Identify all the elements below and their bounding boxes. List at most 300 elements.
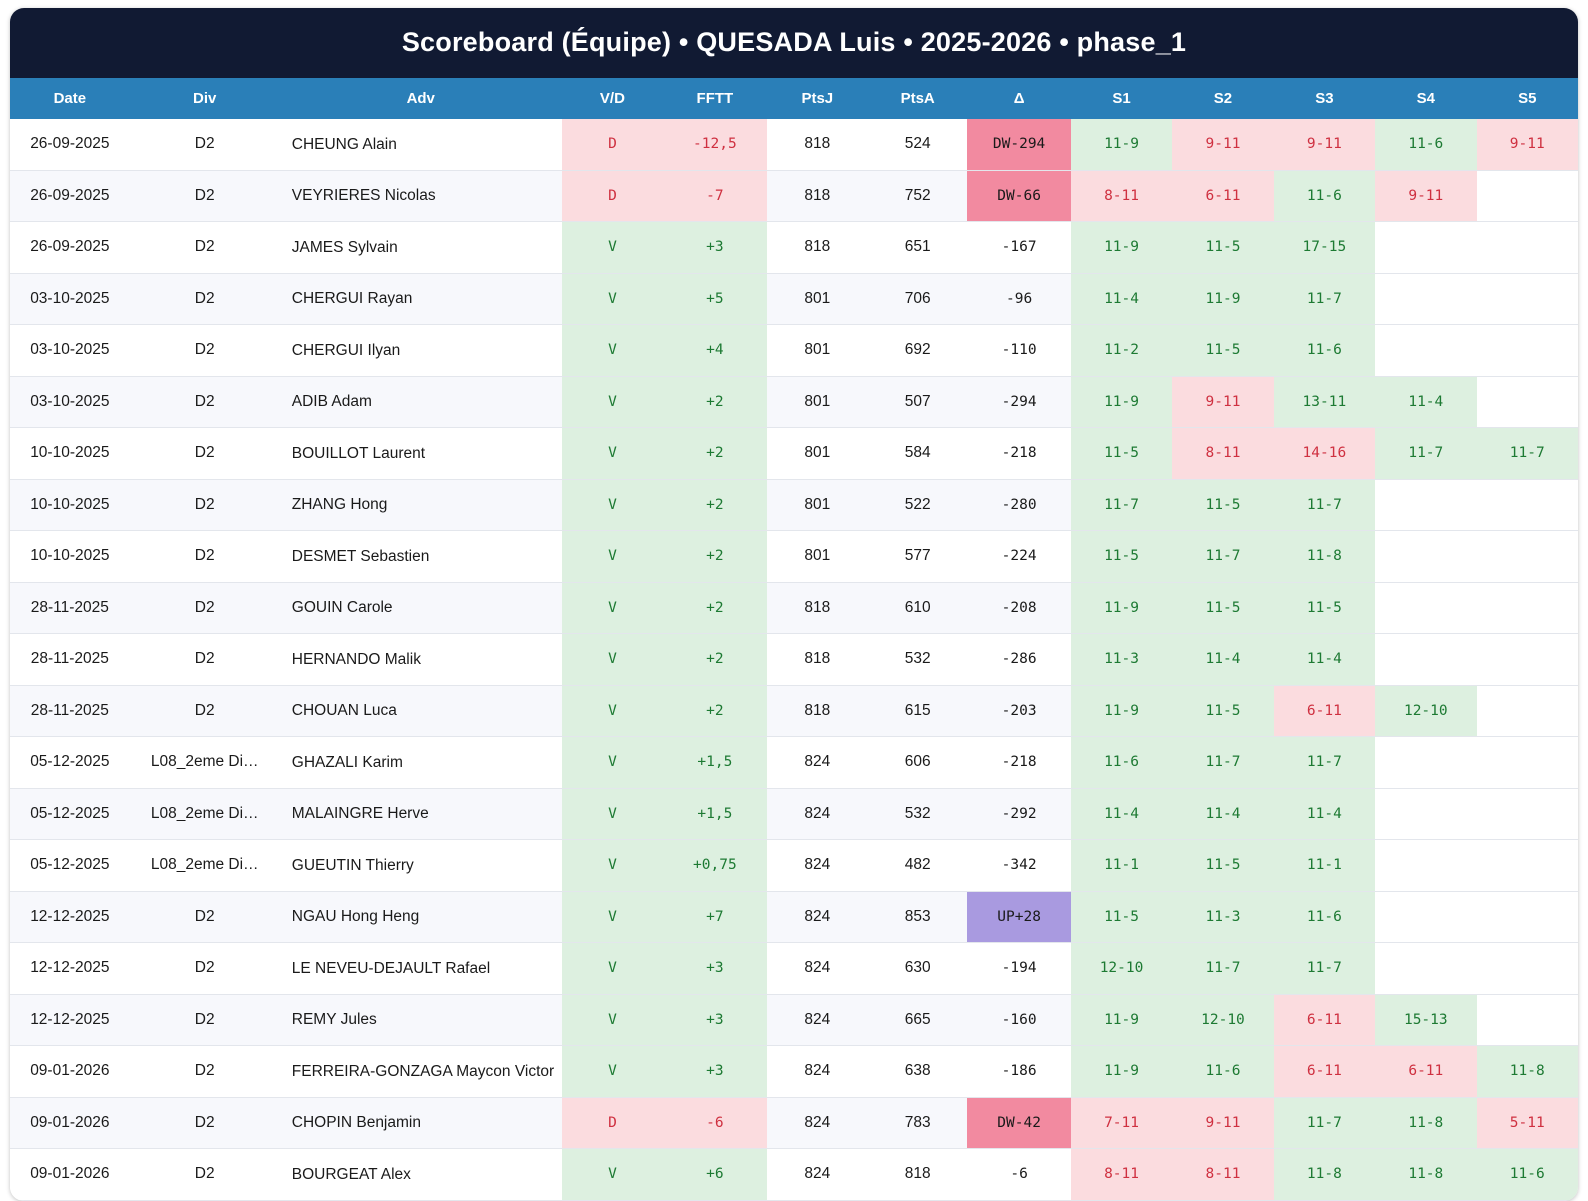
cell-set-3: 6-11 <box>1274 685 1375 737</box>
cell-div: D2 <box>130 1046 280 1098</box>
cell-set-2: 9-11 <box>1172 1097 1273 1149</box>
cell-div: L08_2eme Di… <box>130 737 280 789</box>
cell-date: 09-01-2026 <box>10 1046 130 1098</box>
table-row[interactable] <box>10 376 1578 428</box>
cell-ptsa: 638 <box>868 1046 967 1098</box>
cell-fftt: +2 <box>663 685 766 737</box>
cell-div: D2 <box>130 222 280 274</box>
cell-set-2: 11-4 <box>1172 788 1273 840</box>
cell-result: V <box>562 891 663 943</box>
cell-delta: -6 <box>967 1149 1070 1201</box>
cell-set-2: 9-11 <box>1172 119 1273 170</box>
cell-set-2: 6-11 <box>1172 170 1273 222</box>
cell-ptsa: 818 <box>868 1149 967 1201</box>
table-row[interactable] <box>10 788 1578 840</box>
cell-date: 05-12-2025 <box>10 737 130 789</box>
cell-date: 28-11-2025 <box>10 634 130 686</box>
cell-set-1: 11-6 <box>1071 737 1172 789</box>
cell-set-4 <box>1375 634 1476 686</box>
cell-fftt: +0,75 <box>663 840 766 892</box>
cell-adversary: MALAINGRE Herve <box>280 788 562 840</box>
cell-div: D2 <box>130 1149 280 1201</box>
cell-delta: -294 <box>967 376 1070 428</box>
cell-set-1: 8-11 <box>1071 1149 1172 1201</box>
cell-set-5 <box>1477 479 1578 531</box>
cell-set-3: 11-6 <box>1274 170 1375 222</box>
cell-result: D <box>562 119 663 170</box>
cell-fftt: -6 <box>663 1097 766 1149</box>
table-row[interactable] <box>10 531 1578 583</box>
cell-set-5: 11-6 <box>1477 1149 1578 1201</box>
cell-set-3: 11-1 <box>1274 840 1375 892</box>
cell-set-1: 11-7 <box>1071 479 1172 531</box>
cell-adversary: LE NEVEU-DEJAULT Rafael <box>280 943 562 995</box>
cell-result: V <box>562 582 663 634</box>
cell-set-1: 11-5 <box>1071 531 1172 583</box>
cell-set-3: 6-11 <box>1274 994 1375 1046</box>
cell-set-5: 9-11 <box>1477 119 1578 170</box>
cell-set-1: 11-9 <box>1071 376 1172 428</box>
cell-date: 09-01-2026 <box>10 1149 130 1201</box>
cell-set-2: 11-5 <box>1172 222 1273 274</box>
table-row[interactable] <box>10 582 1578 634</box>
cell-ptsa: 577 <box>868 531 967 583</box>
table-row[interactable] <box>10 840 1578 892</box>
cell-delta: -186 <box>967 1046 1070 1098</box>
cell-ptsj: 824 <box>767 891 868 943</box>
cell-date: 09-01-2026 <box>10 1097 130 1149</box>
cell-set-1: 11-9 <box>1071 222 1172 274</box>
cell-div: L08_2eme Di… <box>130 788 280 840</box>
scoreboard-table <box>10 78 1578 1201</box>
cell-div: D2 <box>130 1097 280 1149</box>
cell-fftt: +3 <box>663 943 766 995</box>
cell-delta: -280 <box>967 479 1070 531</box>
cell-delta: -96 <box>967 273 1070 325</box>
column-header-delta[interactable]: Δ <box>967 78 1070 119</box>
cell-ptsj: 818 <box>767 119 868 170</box>
table-row[interactable] <box>10 1149 1578 1201</box>
cell-ptsj: 824 <box>767 943 868 995</box>
cell-set-3: 11-4 <box>1274 788 1375 840</box>
cell-ptsj: 801 <box>767 376 868 428</box>
table-row[interactable] <box>10 685 1578 737</box>
cell-ptsj: 824 <box>767 788 868 840</box>
cell-ptsj: 818 <box>767 222 868 274</box>
cell-div: D2 <box>130 428 280 480</box>
cell-delta: -218 <box>967 428 1070 480</box>
cell-set-5 <box>1477 788 1578 840</box>
cell-date: 12-12-2025 <box>10 943 130 995</box>
cell-set-2: 12-10 <box>1172 994 1273 1046</box>
cell-set-3: 11-6 <box>1274 891 1375 943</box>
cell-set-4: 11-6 <box>1375 119 1476 170</box>
table-row[interactable] <box>10 119 1578 170</box>
cell-ptsj: 801 <box>767 479 868 531</box>
cell-date: 26-09-2025 <box>10 222 130 274</box>
cell-fftt: +3 <box>663 1046 766 1098</box>
cell-set-1: 11-4 <box>1071 273 1172 325</box>
cell-set-5 <box>1477 994 1578 1046</box>
cell-ptsa: 706 <box>868 273 967 325</box>
cell-set-1: 11-4 <box>1071 788 1172 840</box>
cell-adversary: DESMET Sebastien <box>280 531 562 583</box>
cell-div: D2 <box>130 325 280 377</box>
cell-div: D2 <box>130 685 280 737</box>
cell-ptsj: 824 <box>767 1046 868 1098</box>
cell-result: V <box>562 685 663 737</box>
cell-div: D2 <box>130 891 280 943</box>
cell-set-4 <box>1375 582 1476 634</box>
cell-set-2: 11-5 <box>1172 582 1273 634</box>
cell-set-3: 11-4 <box>1274 634 1375 686</box>
cell-set-2: 11-5 <box>1172 479 1273 531</box>
cell-set-4 <box>1375 891 1476 943</box>
cell-delta: DW-42 <box>967 1097 1070 1149</box>
cell-set-5 <box>1477 325 1578 377</box>
cell-set-5: 11-7 <box>1477 428 1578 480</box>
cell-ptsa: 606 <box>868 737 967 789</box>
column-header-ptsa[interactable]: PtsA <box>868 78 967 119</box>
table-header <box>10 78 1578 119</box>
cell-adversary: BOUILLOT Laurent <box>280 428 562 480</box>
cell-date: 28-11-2025 <box>10 685 130 737</box>
cell-set-1: 11-3 <box>1071 634 1172 686</box>
cell-result: V <box>562 788 663 840</box>
cell-fftt: +3 <box>663 222 766 274</box>
cell-set-5 <box>1477 531 1578 583</box>
cell-div: D2 <box>130 531 280 583</box>
cell-delta: -194 <box>967 943 1070 995</box>
cell-delta: -224 <box>967 531 1070 583</box>
cell-ptsj: 818 <box>767 634 868 686</box>
cell-result: V <box>562 994 663 1046</box>
cell-result: D <box>562 170 663 222</box>
cell-adversary: NGAU Hong Heng <box>280 891 562 943</box>
cell-fftt: +2 <box>663 634 766 686</box>
cell-set-3: 11-7 <box>1274 1097 1375 1149</box>
column-header-adv[interactable]: Adv <box>280 78 562 119</box>
cell-date: 03-10-2025 <box>10 376 130 428</box>
cell-set-3: 11-8 <box>1274 1149 1375 1201</box>
cell-set-2: 11-9 <box>1172 273 1273 325</box>
cell-set-2: 11-7 <box>1172 943 1273 995</box>
cell-set-4: 11-7 <box>1375 428 1476 480</box>
cell-fftt: -7 <box>663 170 766 222</box>
cell-div: D2 <box>130 273 280 325</box>
table-row[interactable] <box>10 943 1578 995</box>
column-header-s5[interactable]: S5 <box>1477 78 1578 119</box>
cell-ptsa: 522 <box>868 479 967 531</box>
cell-result: V <box>562 943 663 995</box>
cell-result: V <box>562 479 663 531</box>
cell-ptsj: 801 <box>767 428 868 480</box>
column-header-div[interactable]: Div <box>130 78 280 119</box>
cell-ptsa: 752 <box>868 170 967 222</box>
cell-set-1: 11-5 <box>1071 428 1172 480</box>
cell-fftt: +2 <box>663 582 766 634</box>
cell-ptsa: 507 <box>868 376 967 428</box>
cell-ptsa: 651 <box>868 222 967 274</box>
cell-adversary: FERREIRA-GONZAGA Maycon Victor <box>280 1046 562 1098</box>
table-row[interactable] <box>10 634 1578 686</box>
cell-set-3: 11-8 <box>1274 531 1375 583</box>
cell-set-5 <box>1477 634 1578 686</box>
table-row[interactable] <box>10 273 1578 325</box>
cell-set-4 <box>1375 943 1476 995</box>
cell-ptsj: 818 <box>767 170 868 222</box>
cell-set-5: 5-11 <box>1477 1097 1578 1149</box>
cell-set-5 <box>1477 737 1578 789</box>
cell-set-1: 11-5 <box>1071 891 1172 943</box>
table-row[interactable] <box>10 891 1578 943</box>
cell-adversary: CHERGUI Ilyan <box>280 325 562 377</box>
cell-ptsa: 853 <box>868 891 967 943</box>
cell-ptsj: 801 <box>767 325 868 377</box>
cell-set-4: 6-11 <box>1375 1046 1476 1098</box>
cell-adversary: CHERGUI Rayan <box>280 273 562 325</box>
cell-adversary: VEYRIERES Nicolas <box>280 170 562 222</box>
cell-result: V <box>562 376 663 428</box>
cell-ptsa: 665 <box>868 994 967 1046</box>
cell-ptsa: 482 <box>868 840 967 892</box>
cell-date: 03-10-2025 <box>10 325 130 377</box>
cell-set-3: 9-11 <box>1274 119 1375 170</box>
cell-delta: -208 <box>967 582 1070 634</box>
scoreboard-card <box>10 8 1578 1201</box>
cell-delta: -167 <box>967 222 1070 274</box>
cell-div: D2 <box>130 994 280 1046</box>
cell-set-1: 11-1 <box>1071 840 1172 892</box>
cell-adversary: ADIB Adam <box>280 376 562 428</box>
cell-ptsj: 818 <box>767 685 868 737</box>
column-header-vd[interactable]: V/D <box>562 78 663 119</box>
cell-set-4 <box>1375 737 1476 789</box>
cell-adversary: GHAZALI Karim <box>280 737 562 789</box>
cell-set-1: 11-9 <box>1071 1046 1172 1098</box>
cell-set-5 <box>1477 840 1578 892</box>
column-header-fftt[interactable]: FFTT <box>663 78 766 119</box>
cell-set-2: 11-3 <box>1172 891 1273 943</box>
cell-adversary: CHOPIN Benjamin <box>280 1097 562 1149</box>
cell-ptsj: 824 <box>767 1149 868 1201</box>
cell-result: V <box>562 840 663 892</box>
cell-fftt: +5 <box>663 273 766 325</box>
cell-set-4: 11-8 <box>1375 1097 1476 1149</box>
table-row[interactable] <box>10 1097 1578 1149</box>
cell-set-2: 11-5 <box>1172 325 1273 377</box>
cell-date: 05-12-2025 <box>10 788 130 840</box>
cell-ptsj: 824 <box>767 737 868 789</box>
cell-adversary: CHOUAN Luca <box>280 685 562 737</box>
cell-fftt: +4 <box>663 325 766 377</box>
cell-fftt: +2 <box>663 479 766 531</box>
cell-set-4: 12-10 <box>1375 685 1476 737</box>
table-row[interactable] <box>10 1046 1578 1098</box>
table-row[interactable] <box>10 170 1578 222</box>
cell-set-3: 11-7 <box>1274 273 1375 325</box>
column-header-s4[interactable]: S4 <box>1375 78 1476 119</box>
cell-adversary: GUEUTIN Thierry <box>280 840 562 892</box>
cell-set-4: 9-11 <box>1375 170 1476 222</box>
cell-fftt: +2 <box>663 531 766 583</box>
header-row <box>10 78 1578 119</box>
cell-ptsj: 824 <box>767 1097 868 1149</box>
cell-adversary: REMY Jules <box>280 994 562 1046</box>
cell-date: 12-12-2025 <box>10 994 130 1046</box>
cell-ptsa: 584 <box>868 428 967 480</box>
table-row[interactable] <box>10 325 1578 377</box>
cell-set-1: 11-2 <box>1071 325 1172 377</box>
cell-set-4 <box>1375 840 1476 892</box>
cell-set-2: 11-5 <box>1172 840 1273 892</box>
column-header-s1[interactable]: S1 <box>1071 78 1172 119</box>
cell-result: V <box>562 325 663 377</box>
cell-ptsj: 818 <box>767 582 868 634</box>
table-row[interactable] <box>10 428 1578 480</box>
cell-ptsa: 532 <box>868 788 967 840</box>
cell-date: 10-10-2025 <box>10 428 130 480</box>
cell-set-5 <box>1477 376 1578 428</box>
cell-ptsj: 824 <box>767 994 868 1046</box>
cell-fftt: +1,5 <box>663 788 766 840</box>
cell-set-4: 11-4 <box>1375 376 1476 428</box>
cell-set-3: 11-7 <box>1274 479 1375 531</box>
cell-set-2: 8-11 <box>1172 428 1273 480</box>
cell-adversary: HERNANDO Malik <box>280 634 562 686</box>
cell-result: V <box>562 737 663 789</box>
cell-fftt: +2 <box>663 428 766 480</box>
cell-result: V <box>562 531 663 583</box>
cell-set-1: 11-9 <box>1071 685 1172 737</box>
cell-set-3: 11-7 <box>1274 737 1375 789</box>
cell-delta: UP+28 <box>967 891 1070 943</box>
cell-fftt: +2 <box>663 376 766 428</box>
cell-set-4: 15-13 <box>1375 994 1476 1046</box>
cell-adversary: CHEUNG Alain <box>280 119 562 170</box>
cell-ptsa: 692 <box>868 325 967 377</box>
cell-set-5: 11-8 <box>1477 1046 1578 1098</box>
cell-set-1: 11-9 <box>1071 582 1172 634</box>
cell-set-1: 11-9 <box>1071 119 1172 170</box>
table-row[interactable] <box>10 222 1578 274</box>
cell-set-5 <box>1477 891 1578 943</box>
cell-set-5 <box>1477 685 1578 737</box>
cell-delta: -286 <box>967 634 1070 686</box>
cell-set-4 <box>1375 325 1476 377</box>
cell-div: D2 <box>130 943 280 995</box>
table-body <box>10 119 1578 1200</box>
cell-result: V <box>562 222 663 274</box>
column-header-s2[interactable]: S2 <box>1172 78 1273 119</box>
cell-set-5 <box>1477 582 1578 634</box>
cell-delta: -292 <box>967 788 1070 840</box>
cell-date: 26-09-2025 <box>10 119 130 170</box>
page-title: Scoreboard (Équipe) • QUESADA Luis • 2025-2026 • phase_1 <box>10 8 1578 78</box>
cell-delta: DW-66 <box>967 170 1070 222</box>
cell-fftt: +6 <box>663 1149 766 1201</box>
cell-adversary: ZHANG Hong <box>280 479 562 531</box>
cell-set-2: 11-7 <box>1172 737 1273 789</box>
cell-set-3: 13-11 <box>1274 376 1375 428</box>
cell-set-4: 11-8 <box>1375 1149 1476 1201</box>
cell-ptsj: 801 <box>767 273 868 325</box>
cell-fftt: +7 <box>663 891 766 943</box>
cell-set-4 <box>1375 222 1476 274</box>
cell-delta: -203 <box>967 685 1070 737</box>
cell-ptsj: 824 <box>767 840 868 892</box>
cell-div: D2 <box>130 119 280 170</box>
cell-set-3: 11-7 <box>1274 943 1375 995</box>
cell-date: 26-09-2025 <box>10 170 130 222</box>
table-row[interactable] <box>10 737 1578 789</box>
cell-div: D2 <box>130 582 280 634</box>
cell-fftt: +3 <box>663 994 766 1046</box>
cell-set-5 <box>1477 222 1578 274</box>
table-row[interactable] <box>10 994 1578 1046</box>
cell-delta: -218 <box>967 737 1070 789</box>
cell-delta: -160 <box>967 994 1070 1046</box>
cell-result: V <box>562 634 663 686</box>
cell-set-4 <box>1375 788 1476 840</box>
column-header-s3[interactable]: S3 <box>1274 78 1375 119</box>
cell-div: D2 <box>130 634 280 686</box>
cell-set-2: 11-5 <box>1172 685 1273 737</box>
table-row[interactable] <box>10 479 1578 531</box>
cell-set-2: 11-4 <box>1172 634 1273 686</box>
cell-result: V <box>562 1149 663 1201</box>
cell-set-3: 11-6 <box>1274 325 1375 377</box>
cell-fftt: +1,5 <box>663 737 766 789</box>
cell-div: D2 <box>130 170 280 222</box>
cell-date: 28-11-2025 <box>10 582 130 634</box>
cell-ptsa: 630 <box>868 943 967 995</box>
cell-set-3: 17-15 <box>1274 222 1375 274</box>
column-header-ptsj[interactable]: PtsJ <box>767 78 868 119</box>
cell-set-4 <box>1375 479 1476 531</box>
cell-ptsj: 801 <box>767 531 868 583</box>
cell-set-5 <box>1477 943 1578 995</box>
cell-date: 10-10-2025 <box>10 479 130 531</box>
cell-date: 05-12-2025 <box>10 840 130 892</box>
cell-set-1: 12-10 <box>1071 943 1172 995</box>
cell-set-4 <box>1375 531 1476 583</box>
cell-set-2: 9-11 <box>1172 376 1273 428</box>
cell-set-1: 7-11 <box>1071 1097 1172 1149</box>
cell-ptsa: 615 <box>868 685 967 737</box>
column-header-date[interactable]: Date <box>10 78 130 119</box>
cell-set-1: 11-9 <box>1071 994 1172 1046</box>
cell-delta: DW-294 <box>967 119 1070 170</box>
cell-set-3: 6-11 <box>1274 1046 1375 1098</box>
cell-set-2: 8-11 <box>1172 1149 1273 1201</box>
cell-set-3: 14-16 <box>1274 428 1375 480</box>
cell-set-4 <box>1375 273 1476 325</box>
cell-div: L08_2eme Di… <box>130 840 280 892</box>
cell-adversary: GOUIN Carole <box>280 582 562 634</box>
cell-result: V <box>562 273 663 325</box>
cell-set-5 <box>1477 170 1578 222</box>
cell-fftt: -12,5 <box>663 119 766 170</box>
cell-div: D2 <box>130 376 280 428</box>
cell-set-2: 11-6 <box>1172 1046 1273 1098</box>
cell-set-2: 11-7 <box>1172 531 1273 583</box>
cell-set-1: 8-11 <box>1071 170 1172 222</box>
cell-ptsa: 783 <box>868 1097 967 1149</box>
cell-ptsa: 610 <box>868 582 967 634</box>
cell-result: V <box>562 428 663 480</box>
cell-adversary: JAMES Sylvain <box>280 222 562 274</box>
